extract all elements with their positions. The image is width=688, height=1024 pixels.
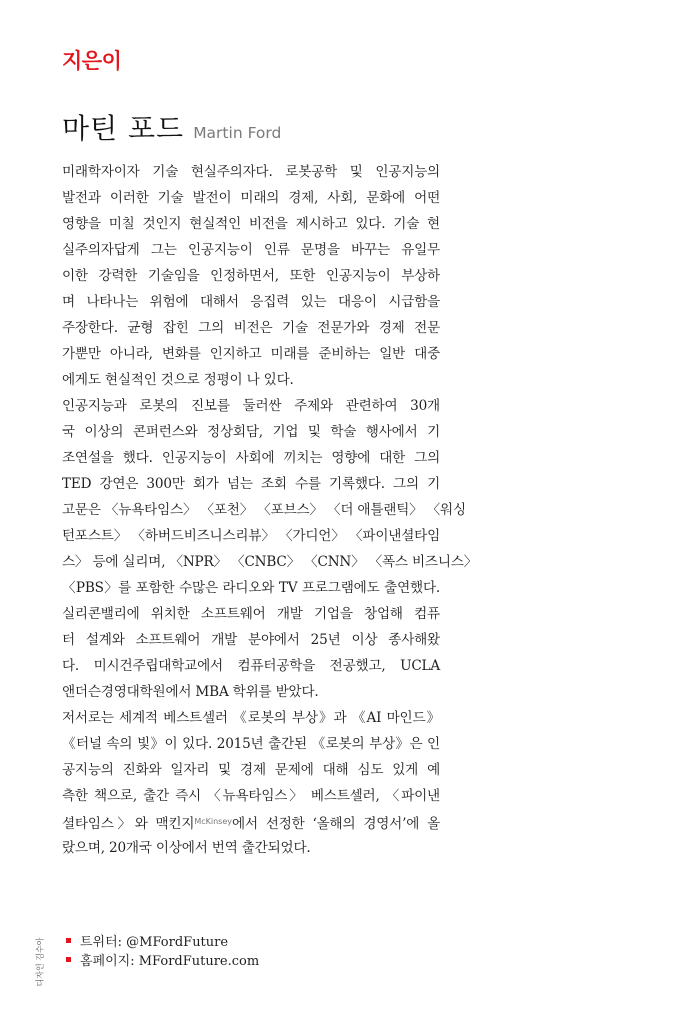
section-label-author: 지은이: [62, 49, 122, 73]
twitter-link[interactable]: [66, 931, 259, 950]
designer-credit: 디자인 김수아: [35, 937, 45, 987]
bio-line: TED 강연은 300만 회가 넘는 조회 수를 기록했다. 그의 기: [62, 476, 440, 492]
bio-line: 국 이상의 콘퍼런스와 정상회담, 기업 및 학술 행사에서 기: [62, 424, 440, 440]
bio-line: 며 나타나는 위험에 대해서 응집력 있는 대응이 시급함을: [62, 294, 440, 310]
bio-line: 인공지능과 로봇의 진보를 둘러싼 주제와 관련하여 30개: [62, 398, 440, 414]
bio-line: 에게도 현실적인 것으로 정평이 나 있다.: [62, 372, 294, 388]
bio-paragraph-4: [62, 705, 440, 861]
mckinsey-superscript: McKinsey: [194, 817, 233, 826]
mckinsey-line-after: 에서 선정한 ‘올해의 경영서’에 올: [232, 816, 441, 832]
red-square-bullet-icon: [66, 957, 71, 962]
twitter-link-label: 트위터: @MFordFuture: [80, 935, 229, 950]
bio-line: 조연설을 했다. 인공지능이 사회에 끼치는 영향에 대한 그의: [62, 450, 440, 466]
bio-line: 다. 미시건주립대학교에서 컴퓨터공학을 전공했고, UCLA: [62, 658, 440, 674]
bio-paragraph-2: [62, 393, 478, 601]
author-bio: [62, 159, 478, 861]
bio-line: 턴포스트〉 〈하버드비즈니스리뷰〉 〈가디언〉 〈파이낸셜타임: [62, 528, 440, 544]
bio-paragraph-3: [62, 601, 440, 705]
bio-line: 가뿐만 아니라, 변화를 인지하고 미래를 준비하는 일반 대중: [62, 346, 440, 362]
homepage-link-label: 홈페이지: MFordFuture.com: [80, 954, 260, 969]
bio-line: 실주의자답게 그는 인공지능이 인류 문명을 바꾸는 유일무: [62, 242, 440, 258]
bio-line: 영향을 미칠 것인지 현실적인 비전을 제시하고 있다. 기술 현: [62, 216, 440, 232]
bio-paragraph-1: [62, 159, 440, 393]
bio-line: 랐으며, 20개국 이상에서 번역 출간되었다.: [62, 840, 311, 856]
bio-line: 미래학자이자 기술 현실주의자다. 로봇공학 및 인공지능의: [62, 164, 440, 180]
author-heading: [62, 112, 281, 150]
bio-line: 앤더슨경영대학원에서 MBA 학위를 받았다.: [62, 684, 319, 700]
bio-line: 발전과 이러한 기술 발전이 미래의 경제, 사회, 문화에 어떤: [62, 190, 440, 206]
bio-line: 터 설계와 소프트웨어 개발 분야에서 25년 이상 종사해왔: [62, 632, 440, 648]
mckinsey-line-before: 셜타임스〉와 맥킨지: [62, 816, 195, 832]
bio-line: 스〉 등에 실리며, 〈NPR〉 〈CNBC〉 〈CNN〉 〈폭스 비즈니스〉: [62, 554, 478, 570]
red-square-bullet-icon: [66, 938, 71, 943]
bio-line: 주장한다. 균형 잡힌 그의 비전은 기술 전문가와 경제 전문: [62, 320, 440, 336]
bio-line: 《터널 속의 빛》이 있다. 2015년 출간된 《로봇의 부상》은 인: [62, 736, 440, 752]
homepage-link[interactable]: [66, 950, 259, 969]
bio-line: 저서로는 세계적 베스트셀러 《로봇의 부상》과 《AI 마인드》: [62, 710, 440, 726]
bio-line: 실리콘밸리에 위치한 소프트웨어 개발 기업을 창업해 컴퓨: [62, 606, 440, 622]
author-name-korean: 마틴 포드: [62, 112, 185, 145]
bio-line: 측한 책으로, 출간 즉시 〈뉴욕타임스〉 베스트셀러, 〈파이낸: [62, 788, 440, 804]
author-links: [66, 931, 259, 969]
bio-line: 고문은 〈뉴욕타임스〉 〈포천〉 〈포브스〉 〈더 애틀랜틱〉 〈워싱: [62, 502, 466, 518]
author-name-english: Martin Ford: [193, 124, 282, 142]
bio-line-mckinsey: [62, 809, 440, 835]
bio-line: 공지능의 진화와 일자리 및 경제 문제에 대해 심도 있게 예: [62, 762, 440, 778]
bio-line: 이한 강력한 기술임을 인정하면서, 또한 인공지능이 부상하: [62, 268, 440, 284]
bio-line: 〈PBS〉를 포함한 수많은 라디오와 TV 프로그램에도 출연했다.: [62, 580, 440, 596]
